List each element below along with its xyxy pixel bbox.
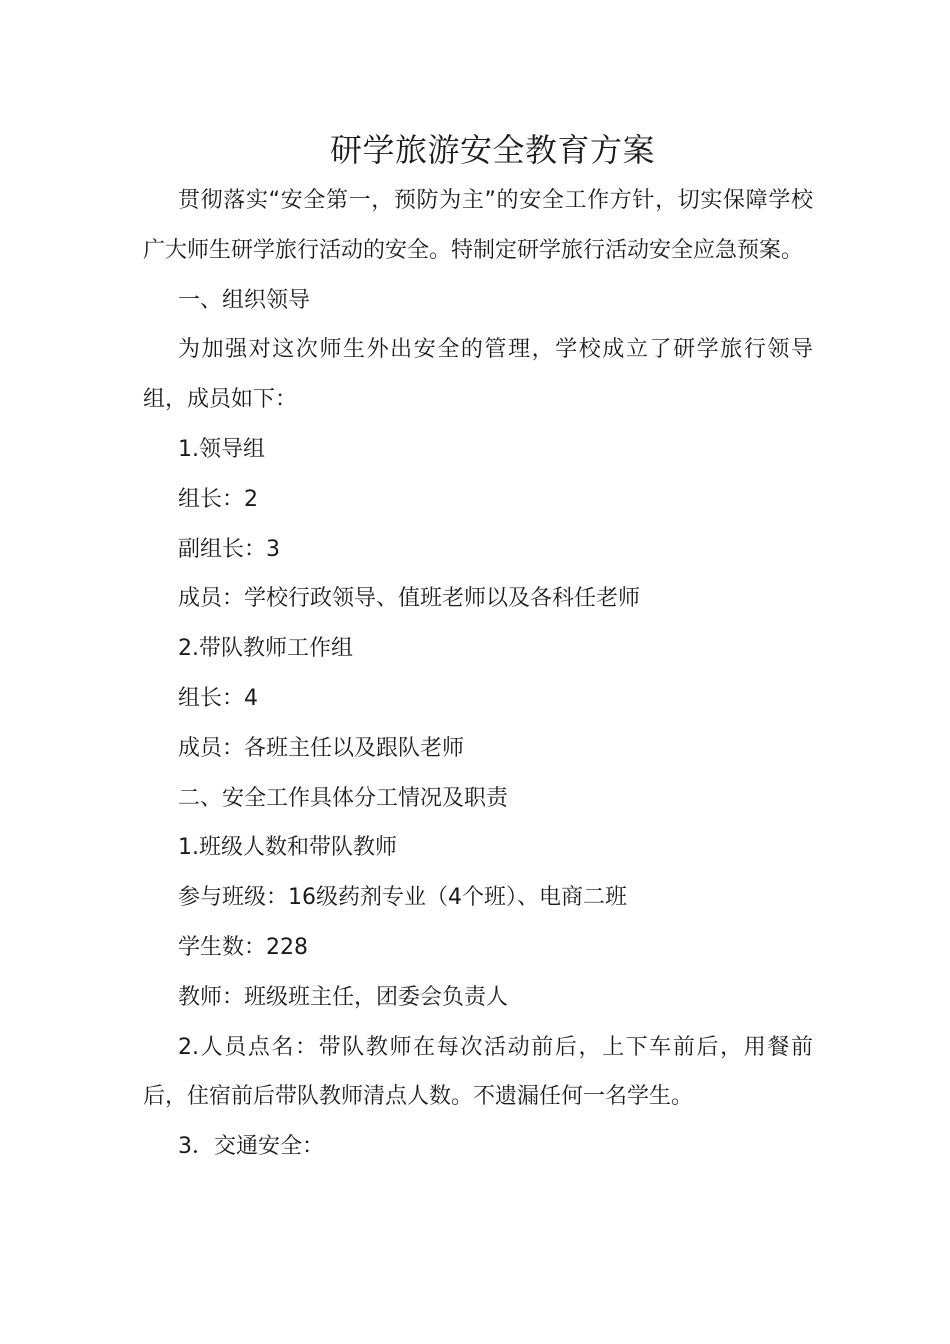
line-group-leader: 组长：2: [178, 486, 258, 512]
subheading-leadership-group: 1.领导组: [178, 436, 265, 462]
subheading-traffic-safety: 3．交通安全：: [178, 1134, 324, 1160]
document-body: [143, 176, 813, 1172]
section-heading-organization: 一、组织领导: [178, 287, 311, 313]
subheading-class-size: 1.班级人数和带队教师: [178, 835, 397, 861]
line-deputy-leader: 副组长：3: [178, 536, 280, 562]
line-teacher-group-members: 成员：各班主任以及跟队老师: [178, 735, 465, 761]
line-student-count: 学生数：228: [178, 934, 308, 960]
line-members: 成员：学校行政领导、值班老师以及各科任老师: [178, 586, 641, 612]
line-teachers: 教师：班级班主任，团委会负责人: [178, 984, 509, 1010]
line-participating-classes: 参与班级：16级药剂专业（4个班）、电商二班: [178, 885, 627, 911]
line-teacher-group-leader: 组长：4: [178, 685, 258, 711]
subheading-teacher-group: 2.带队教师工作组: [178, 636, 353, 662]
paragraph-organization: 为加强对这次师生外出安全的管理，学校成立了研学旅行领导组，成员如下：: [143, 337, 813, 413]
document-title: 研学旅游安全教育方案: [329, 131, 655, 169]
section-heading-duties: 二、安全工作具体分工情况及职责: [178, 785, 509, 811]
paragraph-roll-call: 2.人员点名：带队教师在每次活动前后，上下车前后，用餐前后，住宿前后带队教师清点人数。不遗漏任何一名学生。: [143, 1034, 813, 1110]
paragraph-intro: 贯彻落实“安全第一，预防为主”的安全工作方针，切实保障学校广大师生研学旅行活动的安全。特制定研学旅行活动安全应急预案。: [143, 188, 813, 263]
